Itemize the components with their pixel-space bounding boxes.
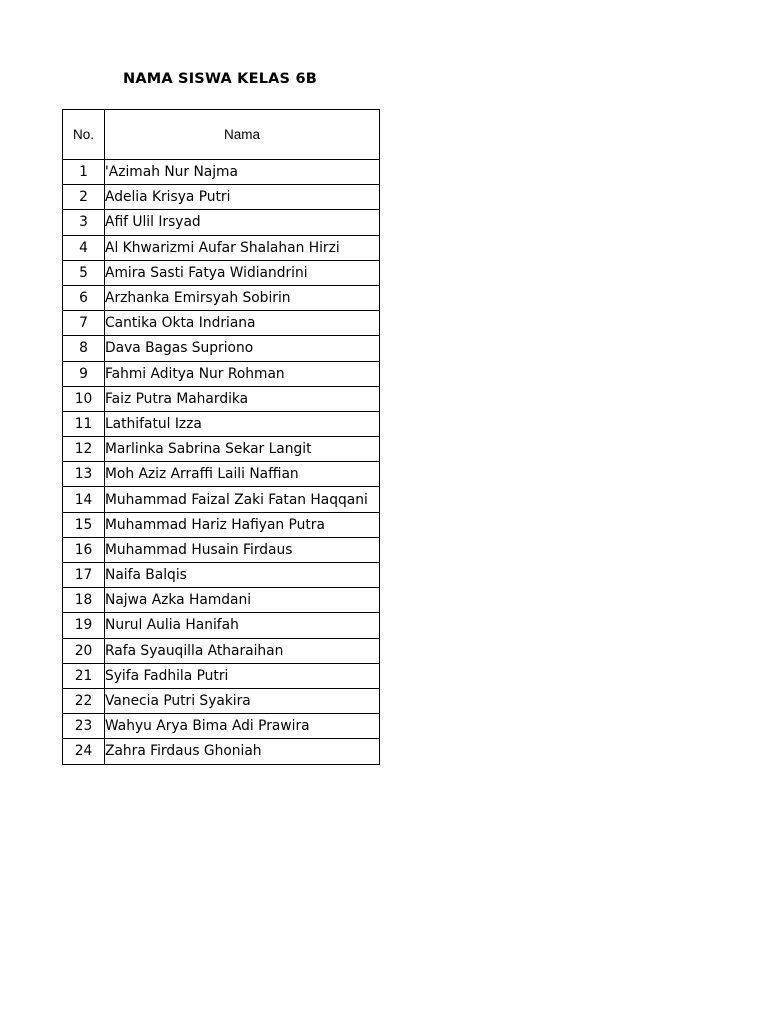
row-number: 17 (63, 563, 105, 588)
table-row (63, 487, 380, 512)
row-number: 13 (63, 462, 105, 487)
row-number: 20 (63, 638, 105, 663)
table-row (63, 210, 380, 235)
table-row (63, 663, 380, 688)
table-row (63, 437, 380, 462)
row-number: 2 (63, 185, 105, 210)
row-number: 6 (63, 285, 105, 310)
table-row (63, 160, 380, 185)
row-number: 12 (63, 437, 105, 462)
student-name: Syifa Fadhila Putri (105, 663, 380, 688)
table-row (63, 260, 380, 285)
row-number: 24 (63, 739, 105, 764)
student-name: Lathifatul Izza (105, 411, 380, 436)
row-number: 8 (63, 336, 105, 361)
student-name: Adelia Krisya Putri (105, 185, 380, 210)
student-name: Marlinka Sabrina Sekar Langit (105, 437, 380, 462)
row-number: 14 (63, 487, 105, 512)
table-row (63, 185, 380, 210)
row-number: 22 (63, 688, 105, 713)
table-body (63, 160, 380, 765)
table-row (63, 512, 380, 537)
row-number: 1 (63, 160, 105, 185)
table-row (63, 638, 380, 663)
student-name: Dava Bagas Supriono (105, 336, 380, 361)
table-row (63, 739, 380, 764)
table-row (63, 361, 380, 386)
student-name: Moh Aziz Arraffi Laili Naffian (105, 462, 380, 487)
table-row (63, 336, 380, 361)
table-header-row (63, 110, 380, 160)
table-row (63, 688, 380, 713)
row-number: 4 (63, 235, 105, 260)
row-number: 7 (63, 311, 105, 336)
page-title: NAMA SISWA KELAS 6B (123, 71, 317, 87)
student-name: Vanecia Putri Syakira (105, 688, 380, 713)
column-header-name: Nama (105, 110, 380, 160)
table-row (63, 714, 380, 739)
student-name: Rafa Syauqilla Atharaihan (105, 638, 380, 663)
student-name: Naifa Balqis (105, 563, 380, 588)
student-table (62, 109, 380, 765)
table-row (63, 537, 380, 562)
row-number: 19 (63, 613, 105, 638)
student-name: Muhammad Faizal Zaki Fatan Haqqani (105, 487, 380, 512)
student-name: Cantika Okta Indriana (105, 311, 380, 336)
table-row (63, 462, 380, 487)
row-number: 21 (63, 663, 105, 688)
student-name: Najwa Azka Hamdani (105, 588, 380, 613)
table-row (63, 613, 380, 638)
student-name: Wahyu Arya Bima Adi Prawira (105, 714, 380, 739)
table-row (63, 285, 380, 310)
row-number: 11 (63, 411, 105, 436)
student-name: Zahra Firdaus Ghoniah (105, 739, 380, 764)
row-number: 16 (63, 537, 105, 562)
column-header-no: No. (63, 110, 105, 160)
table-row (63, 588, 380, 613)
student-name: Muhammad Husain Firdaus (105, 537, 380, 562)
student-name: Fahmi Aditya Nur Rohman (105, 361, 380, 386)
student-name: Amira Sasti Fatya Widiandrini (105, 260, 380, 285)
student-name: 'Azimah Nur Najma (105, 160, 380, 185)
table-row (63, 563, 380, 588)
row-number: 9 (63, 361, 105, 386)
table-row (63, 411, 380, 436)
student-name: Afif Ulil Irsyad (105, 210, 380, 235)
student-name: Arzhanka Emirsyah Sobirin (105, 285, 380, 310)
row-number: 15 (63, 512, 105, 537)
table-row (63, 386, 380, 411)
student-name: Muhammad Hariz Hafiyan Putra (105, 512, 380, 537)
row-number: 18 (63, 588, 105, 613)
row-number: 10 (63, 386, 105, 411)
student-name: Faiz Putra Mahardika (105, 386, 380, 411)
row-number: 3 (63, 210, 105, 235)
table-row (63, 235, 380, 260)
row-number: 23 (63, 714, 105, 739)
table-row (63, 311, 380, 336)
student-name: Nurul Aulia Hanifah (105, 613, 380, 638)
student-name: Al Khwarizmi Aufar Shalahan Hirzi (105, 235, 380, 260)
row-number: 5 (63, 260, 105, 285)
